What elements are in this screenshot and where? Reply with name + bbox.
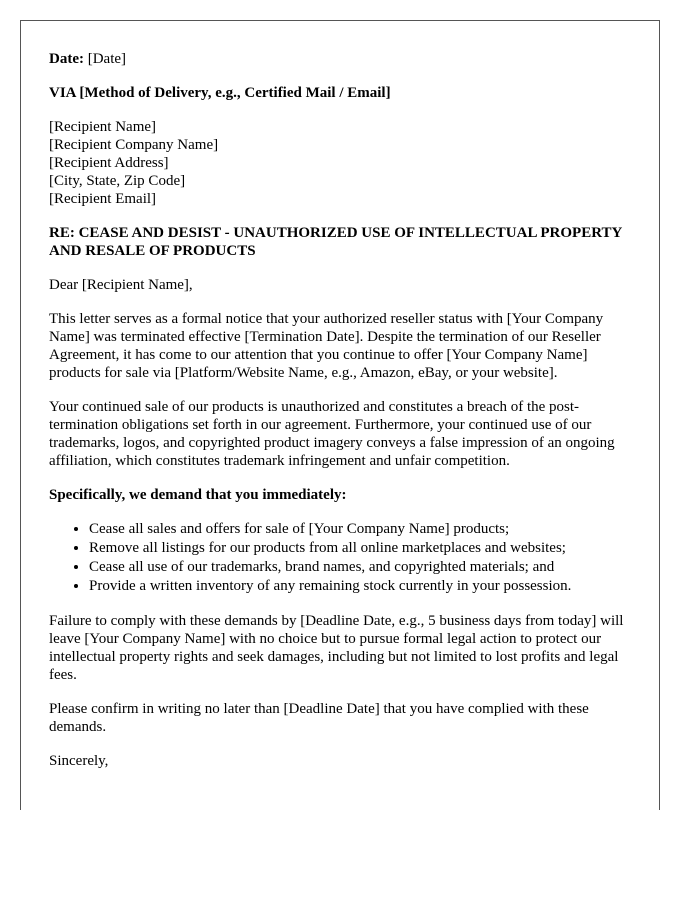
list-item: • Cease all sales and offers for sale of [Your Company Name] products; [89, 520, 639, 539]
recipient-address: [Recipient Address] [49, 155, 169, 171]
list-item: • Provide a written inventory of any remaining stock currently in your possession. [89, 577, 639, 596]
recipient-name: [Recipient Name] [49, 119, 157, 135]
closing-paragraph-1: Failure to comply with these demands by [Deadline Date, e.g., 5 business days from today] will leave [Your Company Name] with no choice but to pursue formal legal action to protect our intellectual property rights and seek damages, including but not limited to lost profits and legal fees. [49, 613, 624, 683]
salutation: Dear [Recipient Name], [49, 277, 193, 293]
letter-content [49, 50, 639, 786]
delivery-method: VIA [Method of Delivery, e.g., Certified Mail / Email] [49, 85, 391, 101]
date-label: Date: [49, 51, 84, 67]
recipient-email: [Recipient Email] [49, 191, 157, 207]
subject-line: RE: CEASE AND DESIST - UNAUTHORIZED USE OF INTELLECTUAL PROPERTY AND RESALE OF PRODUCTS [49, 225, 622, 259]
recipient-city: [City, State, Zip Code] [49, 173, 186, 189]
date-value: [Date] [83, 51, 127, 67]
body-paragraph-1: This letter serves as a formal notice that your authorized reseller status with [Your Company Name] was terminated effective [Termination Date]. Despite the termination of our Reseller Agreement, it has come to our attention that you continue to offer [Your Company Name] products for sale via [Platform/Website Name, e.g., Amazon, eBay, or your website]. [49, 311, 604, 381]
closing-paragraph-2: Please confirm in writing no later than [Deadline Date] that you have complied with these demands. [49, 701, 589, 735]
demand-heading: Specifically, we demand that you immediately: [49, 487, 347, 503]
recipient-company: [Recipient Company Name] [49, 137, 219, 153]
body-paragraph-2: Your continued sale of our products is unauthorized and constitutes a breach of the post-termination obligations set forth in our agreement. Furthermore, your continued use of our trademarks, logos, and copyrighted product imagery conveys a false impression of an ongoing affiliation, which constitutes trademark infringement and unfair competition. [49, 399, 615, 469]
demand-list [49, 520, 639, 596]
recipient-block [49, 118, 639, 208]
list-item: • Cease all use of our trademarks, brand names, and copyrighted materials; and [89, 558, 639, 577]
list-item: • Remove all listings for our products from all online marketplaces and websites; [89, 539, 639, 558]
date-line [49, 50, 639, 68]
signoff: Sincerely, [49, 753, 109, 769]
letter-page [20, 20, 660, 810]
